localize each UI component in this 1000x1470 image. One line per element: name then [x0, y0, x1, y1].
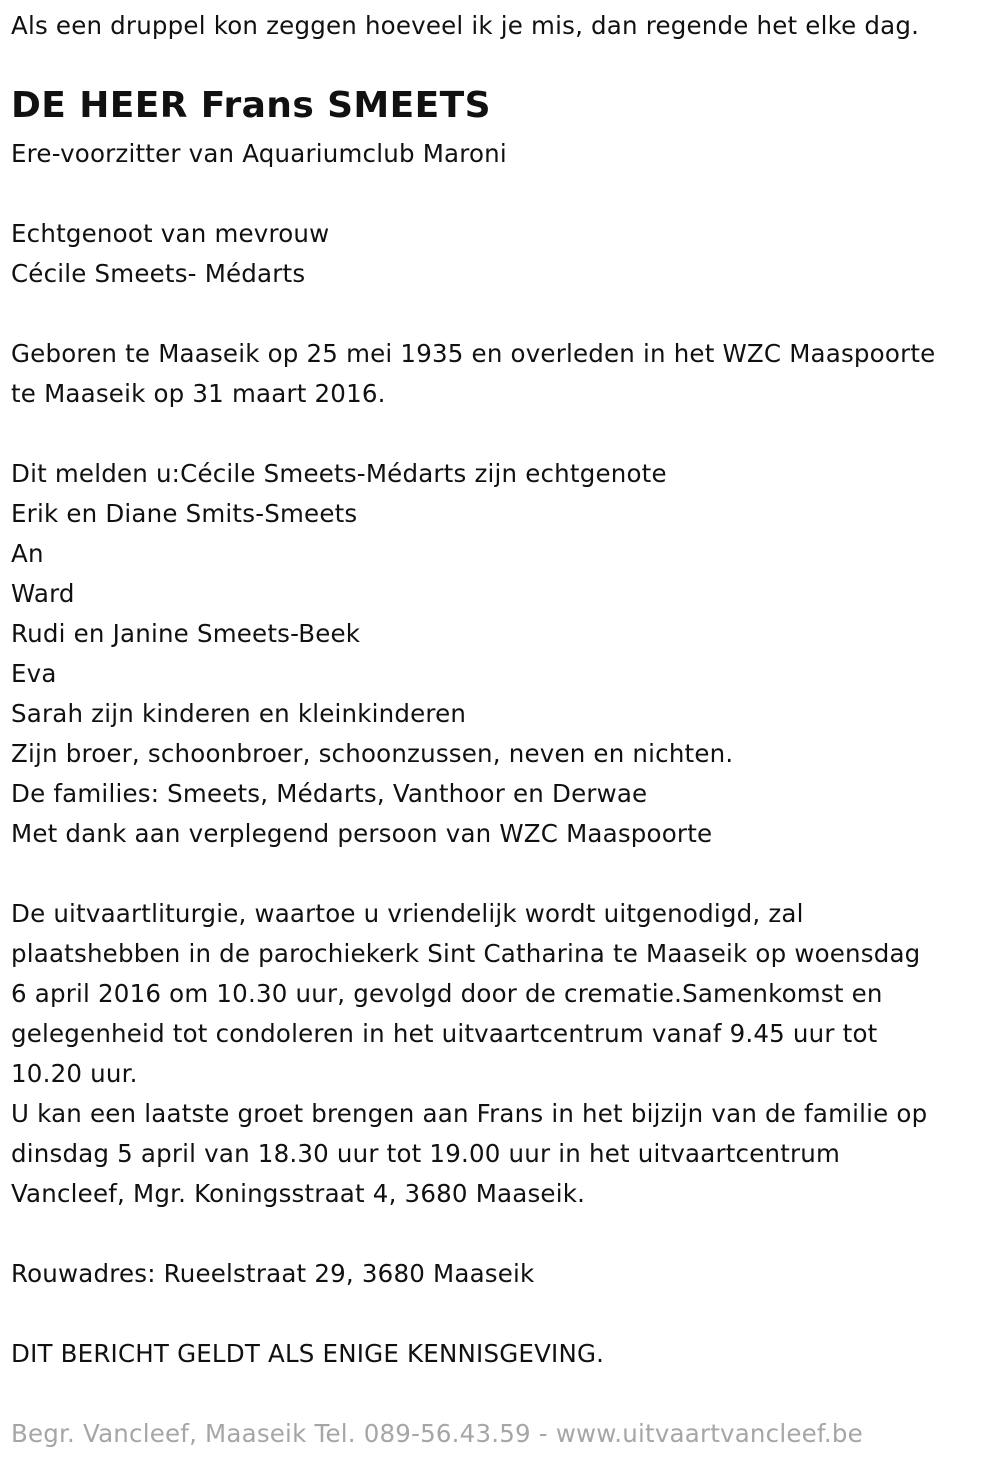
ceremony-block — [11, 894, 927, 1214]
ceremony-line: 6 april 2016 om 10.30 uur, gevolgd door de crematie.Samenkomst en — [11, 979, 883, 1008]
deceased-name: DE HEER Frans SMEETS — [11, 85, 491, 126]
spouse-line: Echtgenoot van mevrouw — [11, 219, 330, 248]
ceremony-line: U kan een laatste groet brengen aan Frans in het bijzijn van de familie op — [11, 1099, 928, 1128]
spouse-line: Cécile Smeets- Médarts — [11, 259, 306, 288]
announcer-line: Met dank aan verplegend persoon van WZC Maaspoorte — [11, 819, 713, 848]
mourning-address: Rouwadres: Rueelstraat 29, 3680 Maaseik — [11, 1259, 535, 1288]
spouse-block — [11, 214, 329, 294]
ceremony-line: dinsdag 5 april van 18.30 uur tot 19.00 uur in het uitvaartcentrum — [11, 1139, 841, 1168]
announcer-line: Rudi en Janine Smeets-Beek — [11, 619, 361, 648]
ceremony-line: gelegenheid tot condoleren in het uitvaartcentrum vanaf 9.45 uur tot — [11, 1019, 878, 1048]
birth-death-line: te Maaseik op 31 maart 2016. — [11, 379, 386, 408]
motto: Als een druppel kon zeggen hoeveel ik je mis, dan regende het elke dag. — [11, 11, 920, 40]
announcer-line: Erik en Diane Smits-Smeets — [11, 499, 358, 528]
announcer-line: An — [11, 539, 44, 568]
announcer-line: Zijn broer, schoonbroer, schoonzussen, neven en nichten. — [11, 739, 734, 768]
announcer-line: Sarah zijn kinderen en kleinkinderen — [11, 699, 467, 728]
ceremony-line: 10.20 uur. — [11, 1059, 138, 1088]
announcer-line: De families: Smeets, Médarts, Vanthoor en Derwae — [11, 779, 648, 808]
birth-death-line: Geboren te Maaseik op 25 mei 1935 en overleden in het WZC Maaspoorte — [11, 339, 936, 368]
funeral-home-footer: Begr. Vancleef, Maaseik Tel. 089-56.43.59 - www.uitvaartvancleef.be — [11, 1419, 863, 1448]
notice-statement: DIT BERICHT GELDT ALS ENIGE KENNISGEVING. — [11, 1339, 605, 1368]
announcer-line: Ward — [11, 579, 75, 608]
ceremony-line: De uitvaartliturgie, waartoe u vriendelijk wordt uitgenodigd, zal — [11, 899, 804, 928]
announcer-line: Dit melden u:Cécile Smeets-Médarts zijn echtgenote — [11, 459, 667, 488]
announcer-line: Eva — [11, 659, 57, 688]
ceremony-line: Vancleef, Mgr. Koningsstraat 4, 3680 Maaseik. — [11, 1179, 586, 1208]
ceremony-line: plaatshebben in de parochiekerk Sint Catharina te Maaseik op woensdag — [11, 939, 921, 968]
deceased-title: Ere-voorzitter van Aquariumclub Maroni — [11, 139, 507, 168]
birth-death-block — [11, 334, 935, 414]
announcers-block — [11, 454, 733, 854]
